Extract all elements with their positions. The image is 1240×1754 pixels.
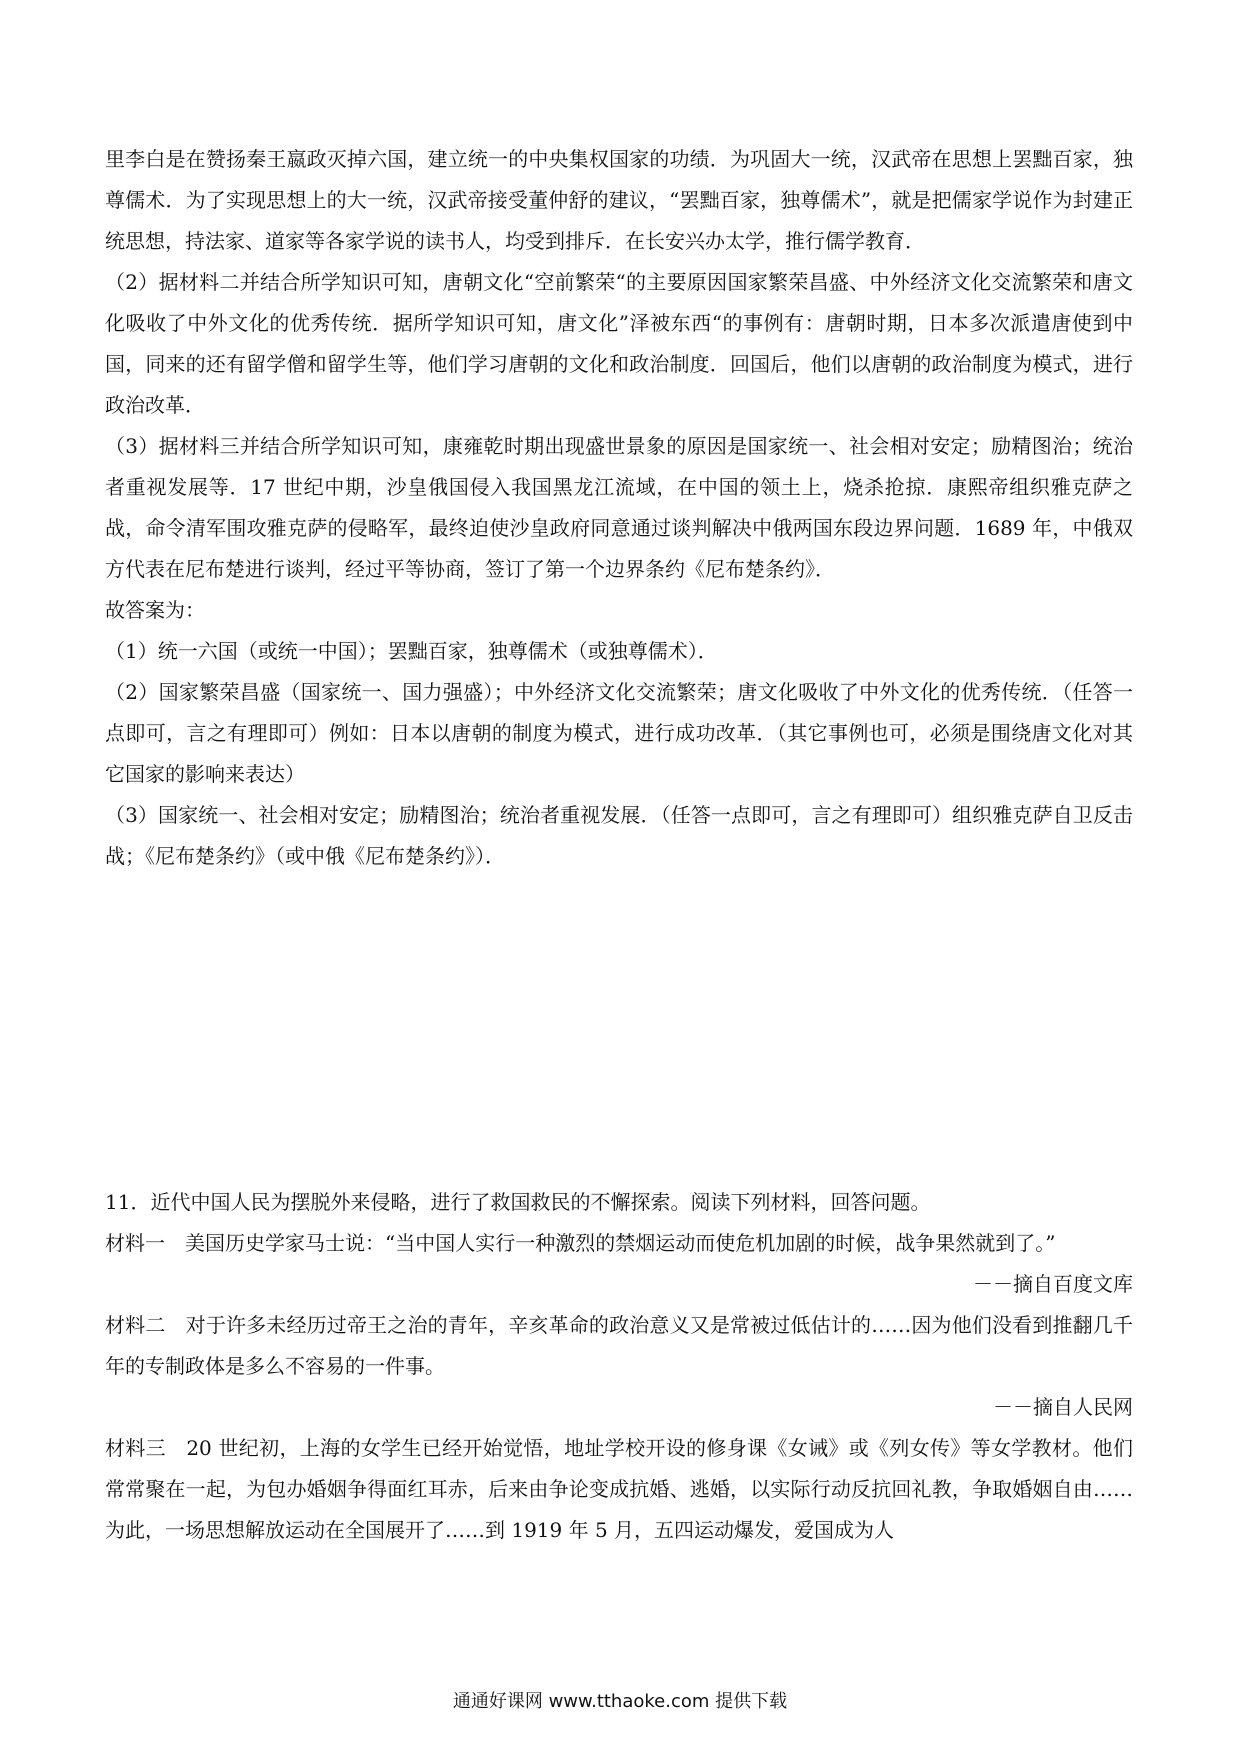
answer-item-3: （3）国家统一、社会相对安定；励精图治；统治者重视发展．（任答一点即可，言之有理即可）组织雅克萨自卫反击战；《尼布楚条约》（或中俄《尼布楚条约》）． [105,803,1133,868]
analysis-paragraph-2: （2）据材料二并结合所学知识可知，唐朝文化“空前繁荣“的主要原因国家繁荣昌盛、中外经济文化交流繁荣和唐文化吸收了中外文化的优秀传统．据所学知识可知，唐文化”泽被东西“的事例有：唐朝时期，日本多次派遣唐使到中国，同来的还有留学僧和留学生等，他们学习唐朝的文化和政治制度．回国后，他们以唐朝的政治制度为模式，进行政治改革． [105,270,1133,417]
material-1-source: －－摘自百度文库 [973,1272,1133,1296]
answer-heading: 故答案为： [105,598,205,622]
answer-item-1: （1）统一六国（或统一中国）；罢黜百家，独尊儒术（或独尊儒术）． [105,639,718,663]
answer-item-2: （2）国家繁荣昌盛（国家统一、国力强盛）；中外经济文化交流繁荣；唐文化吸收了中外文化的优秀传统．（任答一点即可，言之有理即可）例如：日本以唐朝的制度为模式，进行成功改革．（其它事例也可，必须是围绕唐文化对其它国家的影响来表达） [105,680,1133,786]
answer-explanation [105,139,1133,877]
material-3: 材料三 20 世纪初，上海的女学生已经开始觉悟，地址学校开设的修身课《女诫》或《列女传》等女学教材。他们常常聚在一起，为包办婚姻争得面红耳赤，后来由争论变成抗婚、逃婚，以实际行动反抗回礼教，争取婚姻自由……为此，一场思想解放运动在全国展开了……到 1919 年 5 月，五四运动爆发，爱国成为人 [105,1436,1133,1542]
material-2: 材料二 对于许多未经历过帝王之治的青年，辛亥革命的政治意义又是常被过低估计的……因为他们没看到推翻几千年的专制政体是多么不容易的一件事。 [105,1313,1133,1378]
analysis-paragraph-1: 里李白是在赞扬秦王嬴政灭掉六国，建立统一的中央集权国家的功绩．为巩固大一统，汉武帝在思想上罢黜百家，独尊儒术．为了实现思想上的大一统，汉武帝接受董仲舒的建议，“罢黜百家，独尊儒术”，就是把儒家学说作为封建正统思想，持法家、道家等各家学说的读书人，均受到排斥．在长安兴办太学，推行儒学教育． [105,147,1133,253]
material-2-source: －－摘自人民网 [993,1395,1133,1419]
page-footer: 通通好课网 www.tthaoke.com 提供下载 [452,1691,788,1712]
question-stem: 11．近代中国人民为摆脱外来侵略，进行了救国救民的不懈探索。阅读下列材料，回答问题。 [105,1190,931,1214]
analysis-paragraph-3: （3）据材料三并结合所学知识可知，康雍乾时期出现盛世景象的原因是国家统一、社会相对安定；励精图治；统治者重视发展等．17 世纪中期，沙皇俄国侵入我国黑龙江流域，在中国的领土上，烧杀抢掠．康熙帝组织雅克萨之战，命令清军围攻雅克萨的侵略军，最终迫使沙皇政府同意通过谈判解决中俄两国东段边界问题．1689 年，中俄双方代表在尼布楚进行谈判，经过平等协商，签订了第一个边界条约《尼布楚条约》． [105,434,1133,581]
question-11 [105,1182,1133,1551]
material-1: 材料一 美国历史学家马士说：“当中国人实行一种激烈的禁烟运动而使危机加剧的时候，战争果然就到了。” [105,1231,1056,1255]
